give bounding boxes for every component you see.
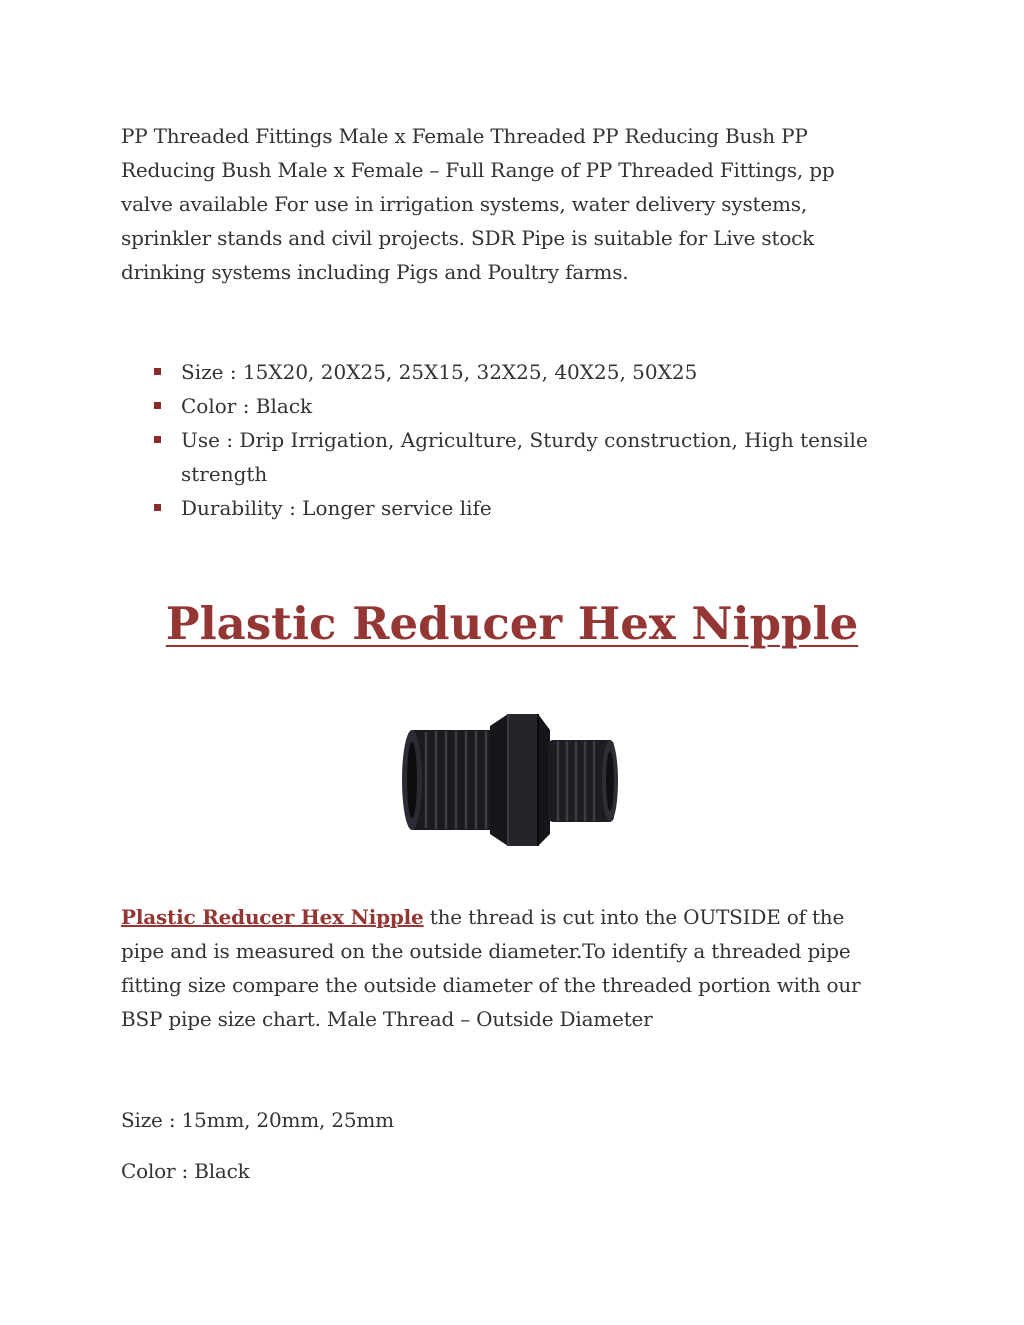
intro-paragraph: PP Threaded Fittings Male x Female Threaded PP Reducing Bush PP Reducing Bush Male x Female – Full Range of PP Threaded Fittings, pp valve available For use in irrigation systems, water delivery systems, sprinkler stands and civil projects. SDR Pipe is suitable for Live stock drinking systems including Pigs and Poultry farms.: [121, 124, 835, 284]
product-link[interactable]: Plastic Reducer Hex Nipple: [121, 905, 424, 929]
feature-text: Durability : Longer service life: [181, 496, 492, 520]
square-bullet-icon: [154, 402, 161, 409]
list-item: [121, 491, 901, 525]
list-item: [121, 355, 901, 389]
feature-text: Size : 15X20, 20X25, 25X15, 32X25, 40X25, 50X25: [181, 360, 698, 384]
square-bullet-icon: [154, 504, 161, 511]
size-line: Size : 15mm, 20mm, 25mm: [121, 1108, 394, 1132]
list-item: [121, 423, 901, 491]
description-paragraph: [121, 900, 891, 1036]
square-bullet-icon: [154, 368, 161, 375]
square-bullet-icon: [154, 436, 161, 443]
description-body: the thread is cut into the OUTSIDE of the pipe and is measured on the outside diameter.To identify a threaded pipe fitting size compare the outside diameter of the threaded portion with our BSP pipe size chart. Male Thread – Outside Diameter: [121, 905, 861, 1031]
feature-list: [121, 355, 901, 525]
color-line: Color : Black: [121, 1159, 250, 1183]
hex-nipple-image: [398, 708, 624, 848]
feature-text: Color : Black: [181, 394, 313, 418]
list-item: [121, 389, 901, 423]
section-heading[interactable]: Plastic Reducer Hex Nipple: [165, 597, 859, 650]
feature-text: Use : Drip Irrigation, Agriculture, Sturdy construction, High tensile strength: [181, 428, 868, 486]
